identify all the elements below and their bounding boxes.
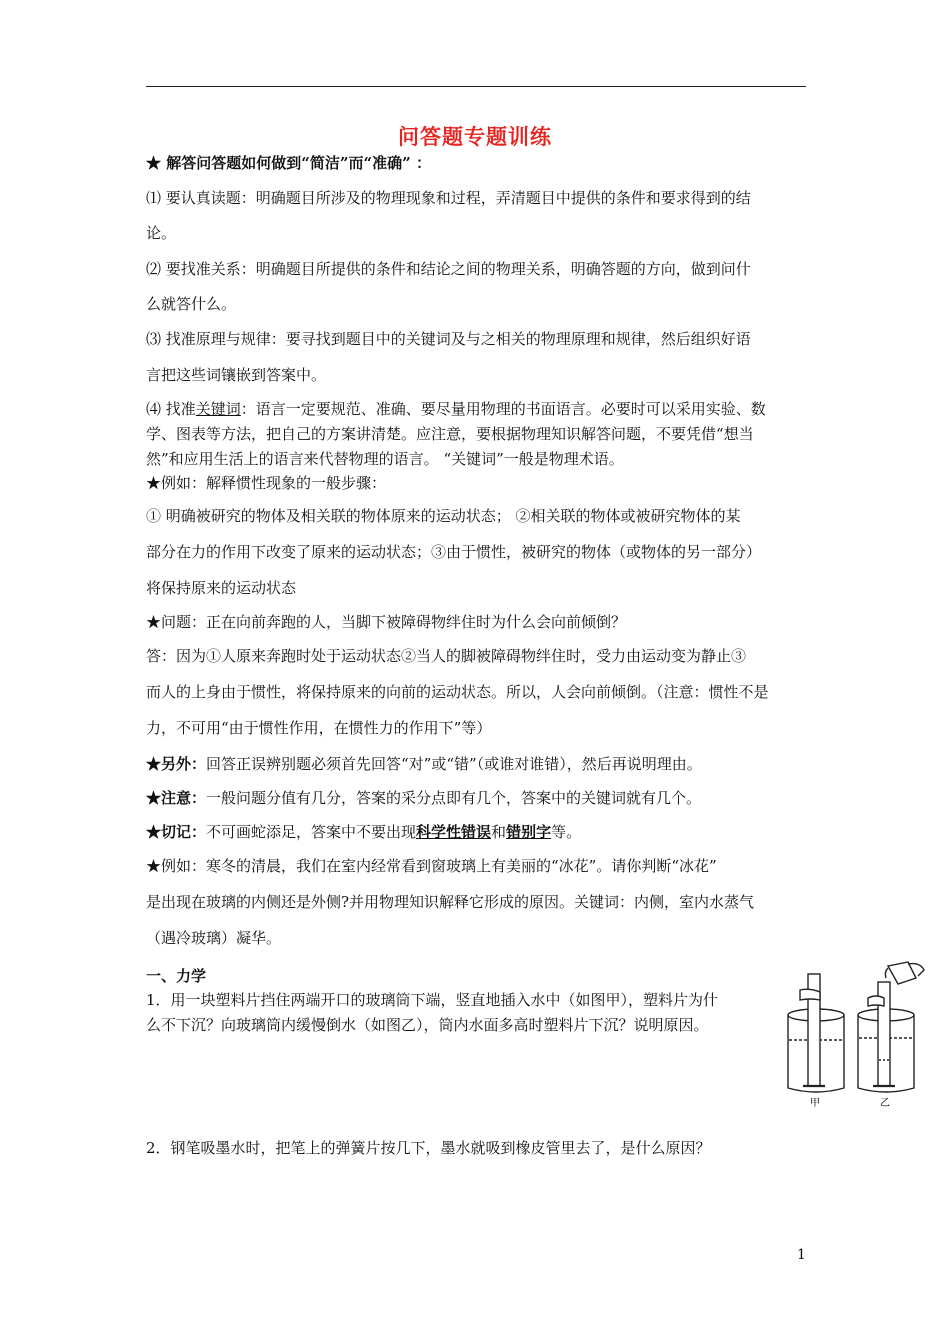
- answer-line-2: 而人的上身由于惯性，将保持原来的向前的运动状态。所以，人会向前倾倒。（注意：惯性不是: [146, 683, 769, 701]
- example-2-line-3: （遇冷玻璃）凝华。: [146, 929, 282, 947]
- page-title: 问答题专题训练: [398, 125, 552, 149]
- notice-line: [146, 788, 701, 808]
- remember-and: 和: [491, 823, 507, 841]
- remember-line: [146, 822, 581, 842]
- besides-text: 回答正误辨别题必须首先回答“对”或“错”（或谁对谁错），然后再说明理由。: [206, 755, 702, 773]
- glass-tube-figure: [776, 960, 936, 1110]
- point-4-prefix: ⑷ 找准: [146, 400, 196, 418]
- intro-heading: ★ 解答问答题如何做到“简洁”而“准确” ：: [146, 154, 431, 172]
- example-1-line-2: 部分在力的作用下改变了原来的运动状态；③由于惯性，被研究的物体（或物体的另一部分）: [146, 543, 762, 561]
- notice-text: 一般问题分值有几分，答案的采分点即有几个，答案中的关键词就有几个。: [206, 789, 702, 807]
- besides-line: [146, 754, 702, 774]
- section-heading-mechanics: 一、力学: [146, 967, 207, 985]
- example-1-line-3: 将保持原来的运动状态: [146, 579, 297, 597]
- notice-label: ★注意：: [146, 789, 207, 807]
- figure-label-left: 甲: [810, 1098, 820, 1109]
- example-2-line-2: 是出现在玻璃的内侧还是外侧?并用物理知识解释它形成的原因。关键词：内侧，室内水蒸气: [146, 893, 755, 911]
- figure-label-right: 乙: [880, 1098, 890, 1109]
- question-2-line: 2．钢笔吸墨水时，把笔上的弹簧片按几下，墨水就吸到橡皮管里去了，是什么原因？: [146, 1139, 711, 1157]
- point-2-line-1: ⑵ 要找准关系：明确题目所提供的条件和结论之间的物理关系，明确答题的方向，做到问什: [146, 260, 751, 278]
- example-1-line-1: ① 明确被研究的物体及相关联的物体原来的运动状态； ②相关联的物体或被研究物体的某: [146, 507, 741, 525]
- besides-label: ★另外：: [146, 755, 207, 773]
- keyword-term: 关键词: [195, 400, 241, 418]
- point-1-line-2: 论。: [146, 224, 177, 242]
- question-1-line-1: 1．用一块塑料片挡住两端开口的玻璃筒下端，竖直地插入水中（如图甲），塑料片为什: [146, 991, 719, 1009]
- page-number: 1: [797, 1247, 806, 1263]
- point-4-line-3: 然”和应用生活上的语言来代替物理的语言。 “关键词”一般是物理术语。: [146, 450, 624, 468]
- remember-label: ★切记：: [146, 823, 207, 841]
- point-4-rest: ：语言一定要规范、准确、要尽量用物理的书面语言。必要时可以采用实验、数: [240, 400, 766, 418]
- keyword-scientific-error: 科学性错误: [416, 823, 492, 841]
- point-2-line-2: 么就答什么。: [146, 295, 237, 313]
- remember-end: 等。: [551, 823, 582, 841]
- header-rule: [146, 86, 806, 87]
- glass-tube-illustration: [776, 960, 936, 1110]
- answer-line-1: 答：因为①人原来奔跑时处于运动状态②当人的脚被障碍物绊住时，受力由运动变为静止③: [146, 647, 747, 665]
- question-1-line-2: 么不下沉？向玻璃筒内缓慢倒水（如图乙），筒内水面多高时塑料片下沉？说明原因。: [146, 1016, 709, 1034]
- example-1-heading: ★例如：解释惯性现象的一般步骤：: [146, 474, 387, 492]
- point-4-line-1: [146, 399, 766, 419]
- keyword-typo: 错别字: [506, 823, 552, 841]
- remember-text: 不可画蛇添足，答案中不要出现: [206, 823, 417, 841]
- question-line: ★问题：正在向前奔跑的人，当脚下被障碍物绊住时为什么会向前倾倒？: [146, 613, 627, 631]
- example-2-line-1: ★例如：寒冬的清晨，我们在室内经常看到窗玻璃上有美丽的“冰花”。请你判断“冰花”: [146, 857, 717, 875]
- point-1-line-1: ⑴ 要认真读题：明确题目所涉及的物理现象和过程，弄清题目中提供的条件和要求得到的结: [146, 189, 751, 207]
- answer-line-3: 力，不可用“由于惯性作用，在惯性力的作用下”等）: [146, 719, 492, 737]
- point-3-line-1: ⑶ 找准原理与规律：要寻找到题目中的关键词及与之相关的物理原理和规律，然后组织好语: [146, 330, 751, 348]
- point-3-line-2: 言把这些词镶嵌到答案中。: [146, 366, 327, 384]
- point-4-line-2: 学、图表等方法，把自己的方案讲清楚。应注意，要根据物理知识解答问题，不要凭借“想当: [146, 425, 754, 443]
